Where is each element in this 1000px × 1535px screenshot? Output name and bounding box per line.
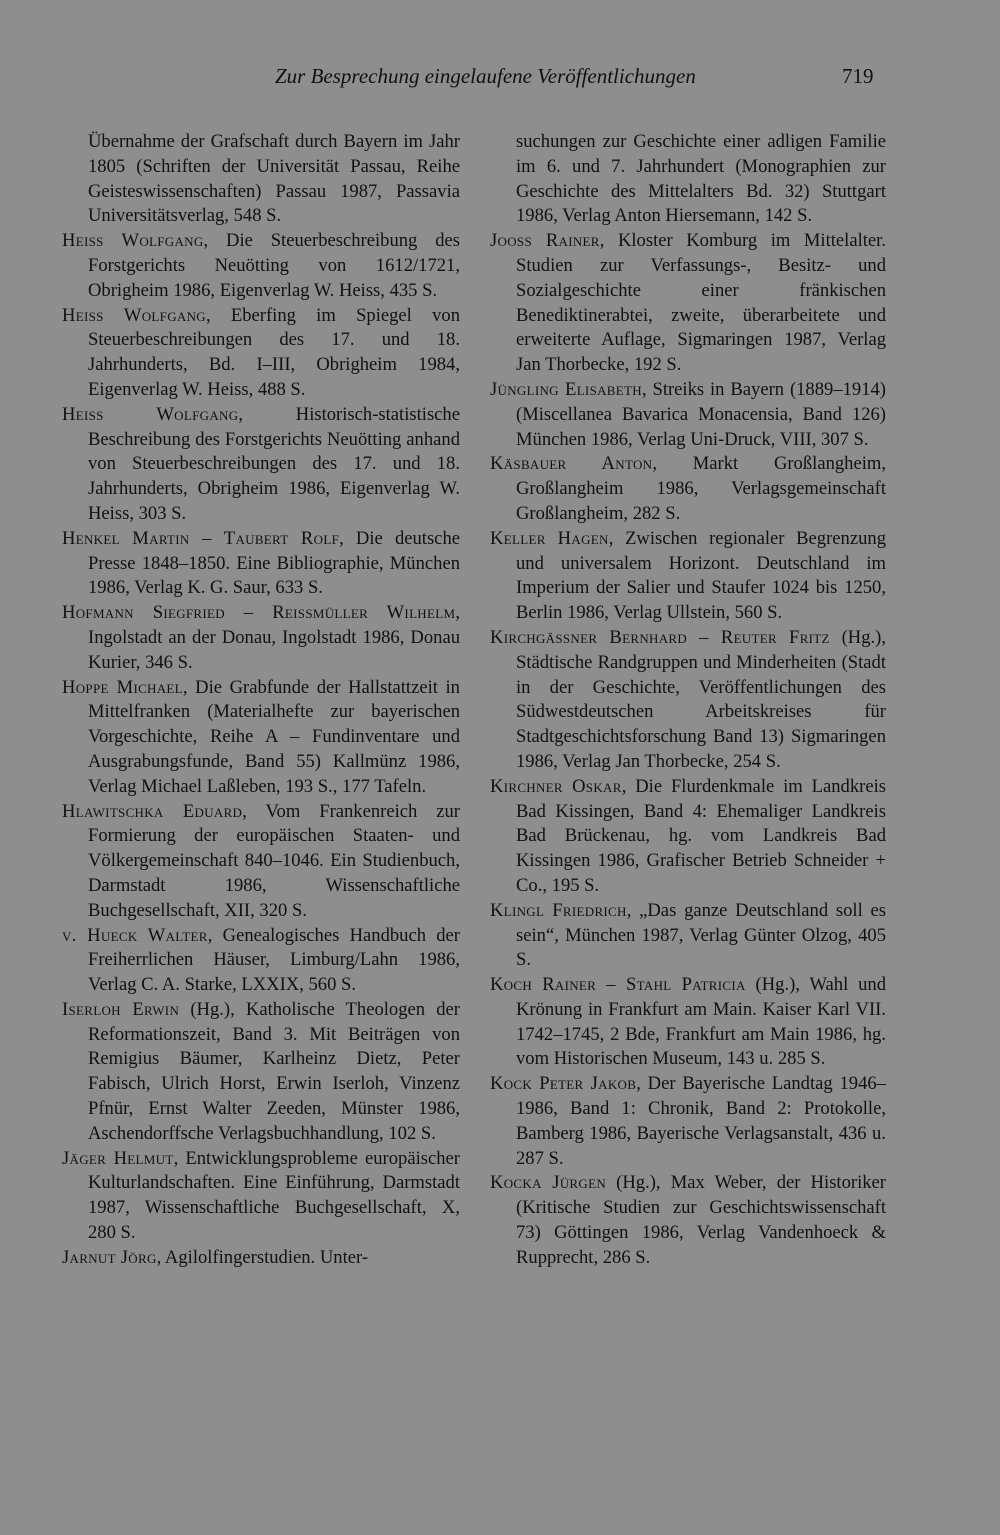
- entry-author: Kocka Jürgen: [490, 1172, 607, 1194]
- entry-author: Heiss Wolfgang: [62, 304, 206, 326]
- running-header-title: Zur Besprechung eingelaufene Veröffentlichungen: [275, 64, 696, 88]
- entry-text: , Entwicklungsprobleme europäischer Kulturlandschaften. Eine Einführung, Darmstadt 1987, Wissenschaftliche Buchgesellschaft, X, 280 S.: [88, 1147, 460, 1244]
- entry-author: Koch Rainer – Stahl Patricia: [490, 974, 746, 996]
- bibliography-entry: [62, 676, 460, 800]
- bibliography-entry: [490, 527, 886, 626]
- entry-text: , Streiks in Bayern (1889–1914) (Miscellanea Bavarica Monacensia, Band 126) München 1986, Verlag Uni-Druck, VIII, 307 S.: [516, 378, 887, 450]
- bibliography-entry: [62, 403, 460, 527]
- entry-author: Jüngling Elisabeth: [490, 378, 642, 400]
- bibliography-entry: [62, 1246, 460, 1271]
- bibliography-entry: [490, 1171, 886, 1270]
- entry-text: , Die Flurdenkmale im Landkreis Bad Kissingen, Band 4: Ehemaliger Landkreis Bad Brückenau, hg. vom Landkreis Bad Kissingen 1986, Grafischer Betrieb Schneider + Co., 195 S.: [516, 775, 886, 896]
- entry-text: (Hg.), Katholische Theologen der Reformationszeit, Band 3. Mit Beiträgen von Remigius Bäumer, Karlheinz Dietz, Peter Fabisch, Ulrich Horst, Erwin Iserloh, Vinzenz Pfnür, Ernst Walter Zeeden, Münster 1986, Aschendorffsche Verlagsbuchhandlung, 102 S.: [88, 998, 460, 1144]
- entry-text: , Markt Großlangheim, Großlangheim 1986, Verlagsgemeinschaft Großlangheim, 282 S.: [516, 453, 886, 524]
- bibliography-entry: [62, 527, 460, 601]
- left-column: [62, 130, 460, 1271]
- entry-text: Übernahme der Grafschaft durch Bayern im Jahr 1805 (Schriften der Universität Passau, Reihe Geisteswissenschaften) Passau 1987, Passavia Universitätsverlag, 548 S.: [88, 131, 460, 227]
- entry-author: Jooss Rainer: [490, 230, 600, 252]
- bibliography-entry: [62, 1147, 460, 1246]
- bibliography-entry: [490, 229, 886, 378]
- entry-text: , Kloster Komburg im Mittelalter. Studien zur Verfassungs-, Besitz- und Sozialgeschichte einer fränkischen Benediktinerabtei, zweite, überarbeitete und erweiterte Auflage, Sigmaringen 1987, Verlag Jan Thorbecke, 192 S.: [516, 230, 886, 376]
- entry-author: Kock Peter Jakob: [490, 1073, 637, 1095]
- entry-text: , Historisch-statistische Beschreibung des Forstgerichts Neuötting anhand von Steuerbeschreibungen des 17. und 18. Jahrhunderts, Obrigheim 1986, Eigenverlag W. Heiss, 303 S.: [88, 403, 460, 524]
- entry-text: , Genealogisches Handbuch der Freiherrlichen Häuser, Limburg/Lahn 1986, Verlag C. A. Starke, LXXIX, 560 S.: [88, 924, 461, 996]
- entry-text: , Eberfing im Spiegel von Steuerbeschreibungen des 17. und 18. Jahrhunderts, Bd. I–III, Obrigheim 1984, Eigenverlag W. Heiss, 488 S.: [88, 304, 460, 400]
- bibliography-entry: [490, 973, 886, 1072]
- bibliography-entry: [490, 775, 886, 899]
- entry-author: Heiss Wolfgang: [62, 403, 239, 425]
- entry-text: , Agilolfingerstudien. Unter-: [156, 1246, 369, 1268]
- bibliography-entry: [62, 800, 460, 924]
- entry-author: Iserloh Erwin: [62, 998, 180, 1020]
- entry-author: Käsbauer Anton: [490, 453, 653, 475]
- entry-author: Heiss Wolfgang: [62, 230, 204, 252]
- entry-text: , „Das ganze Deutschland soll es sein“, München 1987, Verlag Günter Olzog, 405 S.: [516, 899, 886, 971]
- entry-text: , Die Grabfunde der Hallstattzeit in Mittelfranken (Materialhefte zur bayerischen Vorgeschichte, Reihe A – Fundinventare und Ausgrabungsfunde, Band 55) Kallmünz 1986, Verlag Michael Laßleben, 193 S., 177 Tafeln.: [88, 676, 460, 797]
- entry-text: suchungen zur Geschichte einer adligen Familie im 6. und 7. Jahrhundert (Monographien zur Geschichte des Mittelalters Bd. 32) Stuttgart 1986, Verlag Anton Hiersemann, 142 S.: [516, 131, 886, 227]
- bibliography-entry: [62, 229, 460, 303]
- entry-author: Klingl Friedrich: [490, 899, 627, 921]
- entry-text: , Die Steuerbeschreibung des Forstgerichts Neuötting von 1612/1721, Obrigheim 1986, Eigenverlag W. Heiss, 435 S.: [88, 230, 460, 301]
- bibliography-entry: [490, 452, 886, 526]
- entry-text: , Vom Frankenreich zur Formierung der europäischen Staaten- und Völkergemeinschaft 840–1046. Ein Studienbuch, Darmstadt 1986, Wissenschaftliche Buchgesellschaft, XII, 320 S.: [88, 800, 460, 921]
- bibliography-entry: [62, 304, 460, 403]
- entry-author: Jäger Helmut: [62, 1147, 174, 1169]
- bibliography-entry: [490, 378, 886, 452]
- bibliography-entry: [62, 998, 460, 1147]
- entry-author: Keller Hagen: [490, 527, 609, 549]
- entry-text: (Hg.), Wahl und Krönung in Frankfurt am Main. Kaiser Karl VII. 1742–1745, 2 Bde, Frankfurt am Main 1986, hg. vom Historischen Museum, 143 u. 285 S.: [516, 974, 886, 1070]
- entry-author: Kirchner Oskar: [490, 775, 622, 797]
- entry-author: Hofmann Siegfried – Reissmüller Wilhelm: [62, 602, 456, 624]
- bibliography-entry: [490, 130, 886, 229]
- page-number: 719: [842, 64, 874, 88]
- bibliography-entry: [62, 130, 460, 229]
- entry-text: , Zwischen regionaler Begrenzung und universalem Horizont. Deutschland im Imperium der Salier und Staufer 1024 bis 1250, Berlin 1986, Verlag Ullstein, 560 S.: [516, 527, 886, 624]
- bibliography-entry: [490, 626, 886, 775]
- entry-text: , Der Bayerische Landtag 1946–1986, Band 1: Chronik, Band 2: Protokolle, Bamberg 1986, Bayerische Verlagsanstalt, 436 u. 287 S.: [516, 1073, 886, 1169]
- entry-author: v. Hueck Walter: [62, 924, 208, 946]
- entry-author: Hoppe Michael: [62, 676, 183, 698]
- bibliography-entry: [62, 601, 460, 675]
- entry-author: Henkel Martin – Taubert Rolf: [62, 527, 340, 549]
- entry-text: (Hg.), Max Weber, der Historiker (Kritische Studien zur Geschichtswissenschaft 73) Göttingen 1986, Verlag Vandenhoeck & Rupprecht, 286 S.: [516, 1172, 886, 1268]
- entry-text: (Hg.), Städtische Randgruppen und Minderheiten (Stadt in der Geschichte, Veröffentlichungen des Südwestdeutschen Arbeitskreises für Stadtgeschichtsforschung Band 13) Sigmaringen 1986, Verlag Jan Thorbecke, 254 S.: [516, 626, 886, 772]
- entry-author: Hlawitschka Eduard: [62, 800, 243, 822]
- entry-author: Jarnut Jörg: [62, 1246, 157, 1268]
- entry-text: , Die deutsche Presse 1848–1850. Eine Bibliographie, München 1986, Verlag K. G. Saur, 633 S.: [88, 527, 460, 599]
- bibliography-entry: [490, 1072, 886, 1171]
- right-column: [490, 130, 886, 1271]
- entry-author: Kirchgässner Bernhard – Reuter Fritz: [490, 626, 830, 648]
- bibliography-entry: [490, 899, 886, 973]
- bibliography-entry: [62, 924, 460, 998]
- entry-text: , Ingolstadt an der Donau, Ingolstadt 1986, Donau Kurier, 346 S.: [88, 602, 460, 673]
